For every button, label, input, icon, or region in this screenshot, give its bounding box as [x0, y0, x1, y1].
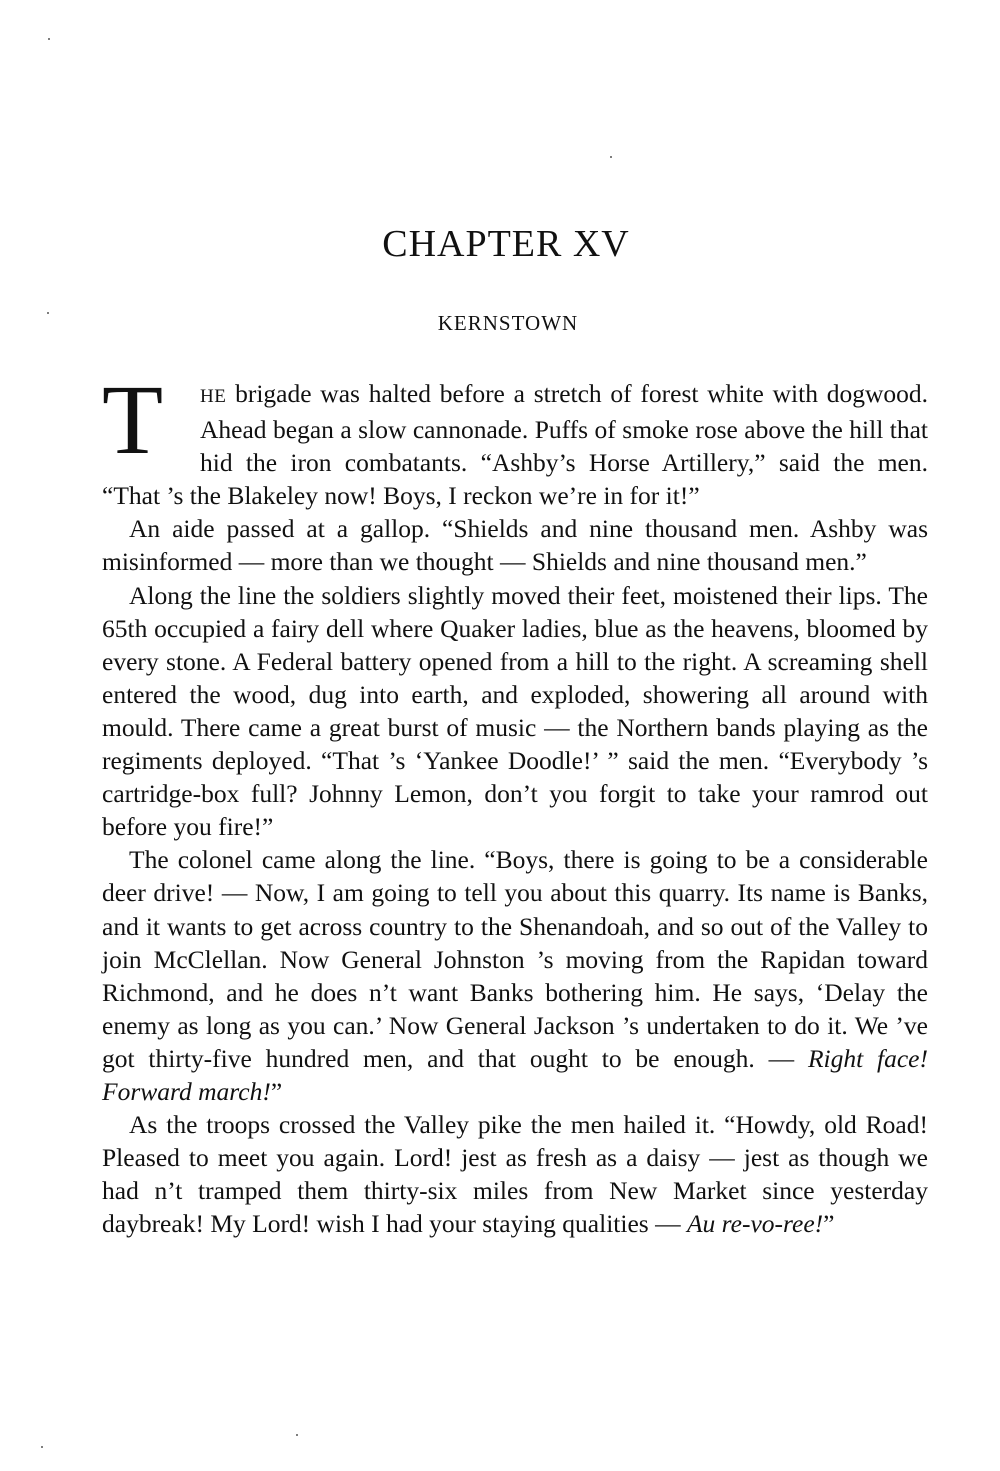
scan-speck	[41, 1446, 43, 1448]
paragraph-text: brigade was halted before a stretch of forest white with dogwood. Ahead began a slow cannonade. Puffs of smoke rose above the hill that hid the iron combatants. “Ashby’s Horse Artillery,” said the men. “That ’s the Blakeley now! Boys, I reckon we’re in for it!”	[102, 379, 928, 511]
paragraph-text: An aide passed at a gallop. “Shields and nine thousand men. Ashby was misinformed — more than we thought — Shields and nine thousand men.”	[102, 514, 928, 577]
paragraph-text: Along the line the soldiers slightly moved their feet, moistened their lips. The 65th occupied a fairy dell where Quaker ladies, blue as the heavens, bloomed by every stone. A Federal battery opened from a hill to the right. A screaming shell entered the wood, dug into earth, and exploded, showering all around with mould. There came a great burst of music — the Northern bands playing as the regiments deployed. “That ’s ‘Yankee Doodle!’ ” said the men. “Everybody ’s cartridge-box full? Johnny Lemon, don’t you forgit to take your ramrod out before you fire!”	[102, 580, 928, 842]
paragraph	[102, 843, 928, 1108]
scan-speck	[296, 1434, 298, 1436]
paragraph	[102, 579, 928, 844]
paragraph	[102, 1108, 928, 1240]
closing-quote: ”	[823, 1209, 835, 1239]
paragraph-text: As the troops crossed the Valley pike the men hailed it. “Howdy, old Road! Pleased to meet you again. Lord! jest as fresh as a daisy — jest as though we had n’t tramped them thirty-six miles from New Market since yesterday daybreak! My Lord! wish I had your staying qualities —	[102, 1110, 928, 1239]
closing-quote: ”	[270, 1076, 283, 1106]
paragraph-text: The colonel came along the line. “Boys, there is going to be a considerable deer drive! — Now, I am going to tell you about this quarry. Its name is Banks, and it wants to get across country to the Shenandoah, and so out of the Valley to join McClellan. Now General Johnston ’s moving from the Rapidan toward Richmond, and he does n’t want Banks bothering him. He says, ‘Delay the enemy as long as you can.’ Now General Jackson ’s undertaken to do it. We ’ve got thirty-five hundred men, and that ought to be enough. —	[102, 845, 928, 1073]
scan-speck	[48, 38, 50, 40]
small-caps-lead: HE	[200, 386, 227, 407]
italic-command: Right face! Forward march!	[102, 1043, 928, 1106]
scan-speck	[610, 156, 612, 158]
paragraph	[102, 512, 928, 578]
paragraph	[102, 364, 928, 512]
chapter-body	[102, 364, 928, 1240]
chapter-subtitle: KERNSTOWN	[437, 311, 579, 335]
drop-cap: T	[102, 364, 164, 475]
chapter-title: CHAPTER XV	[382, 223, 630, 265]
italic-farewell: Au re-vo-ree!	[686, 1209, 824, 1239]
